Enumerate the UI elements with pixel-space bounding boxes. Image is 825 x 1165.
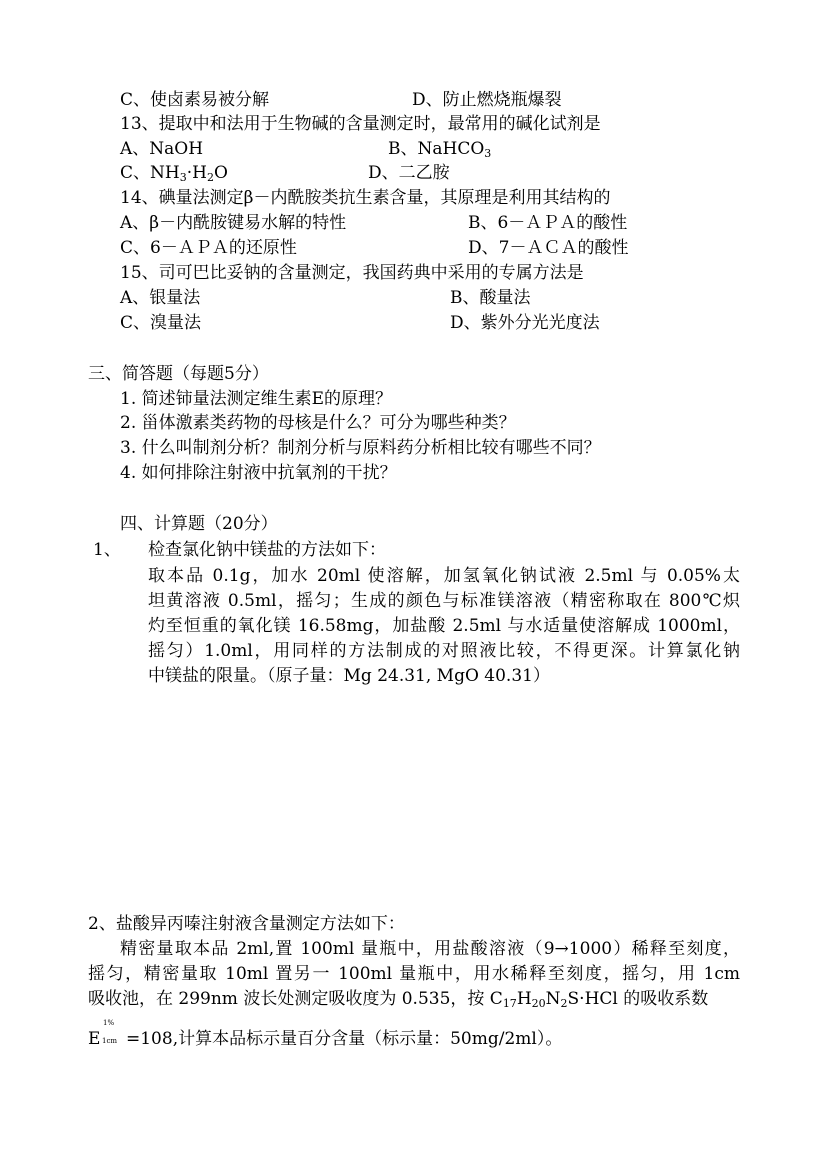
p1-number: 1、 xyxy=(93,540,121,560)
section3-item-4: 4. 如何排除注射液中抗氧剂的干扰？ xyxy=(120,463,397,483)
q12-option-d: D、防止燃烧瓶爆裂 xyxy=(412,90,562,110)
q14-option-c: C、6－ＡＰＡ的还原性 xyxy=(120,238,297,258)
q15-option-a: A、银量法 xyxy=(120,288,201,308)
p2-line-3-pre: 吸收池，在 299nm 波长处测定吸收度为 0.535，按 C xyxy=(88,989,503,1009)
q15-stem: 15、司可巴比妥钠的含量测定，我国药典中采用的专属方法是 xyxy=(120,263,584,283)
q15-option-c: C、溴量法 xyxy=(120,313,202,333)
p1-line-4: 摇匀）1.0ml，用同样的方法制成的对照液比较，不得更深。计算氯化钠 xyxy=(148,641,740,661)
absorptivity-E: E xyxy=(88,1029,101,1049)
q13-c-mid: ·H xyxy=(186,163,207,183)
p1-line-1: 取本品 0.1g，加水 20ml 使溶解，加氢氧化钠试液 2.5ml 与 0.05%太 xyxy=(148,566,740,586)
q13-option-b xyxy=(388,138,491,165)
p2-line-1: 精密量取本品 2ml,置 100ml 量瓶中，用盐酸溶液（9→1000）稀释至刻度， xyxy=(120,939,740,959)
q14-stem: 14、碘量法测定β－内酰胺类抗生素含量，其原理是利用其结构的 xyxy=(120,188,611,208)
q15-option-d: D、紫外分光光度法 xyxy=(450,313,600,333)
q13-c-post: O xyxy=(213,163,228,183)
p1-line-5: 中镁盐的限量。（原子量：Mg 24.31, MgO 40.31） xyxy=(148,666,550,686)
p1-heading: 检查氯化钠中镁盐的方法如下： xyxy=(148,540,386,560)
q13-option-d: D、二乙胺 xyxy=(368,163,450,183)
q13-option-c xyxy=(120,162,228,189)
formula-sub-20: 20 xyxy=(531,997,546,1010)
section4-title: 四、计算题（20分） xyxy=(120,514,278,534)
section3-item-2: 2. 甾体激素类药物的母核是什么？可分为哪些种类？ xyxy=(120,413,516,433)
q13-stem: 13、提取中和法用于生物碱的含量测定时，最常用的碱化试剂是 xyxy=(120,114,601,134)
formula-sub-2: 2 xyxy=(560,997,568,1010)
absorptivity-sub: 1cm xyxy=(102,1037,118,1045)
absorptivity-sup: 1% xyxy=(103,1019,115,1027)
formula-N: N xyxy=(545,989,561,1009)
p2-line-4: =108,计算本品标示量百分含量（标示量：50mg/2ml）。 xyxy=(126,1029,563,1049)
q13-option-a: A、NaOH xyxy=(120,139,204,159)
p2-line-2: 摇匀，精密量取 10ml 置另一 100ml 量瓶中，用水稀释至刻度，摇匀，用 1cm xyxy=(88,964,740,984)
section3-item-1: 1. 简述铈量法测定维生素E的原理？ xyxy=(120,389,393,409)
p2-line-3-post: S·HCl 的吸收系数 xyxy=(567,989,709,1009)
p1-line-3: 灼至恒重的氧化镁 16.58mg，加盐酸 2.5ml 与水适量使溶解成 1000ml， xyxy=(148,616,740,636)
q14-option-b: B、6－ＡＰＡ的酸性 xyxy=(468,213,628,233)
q12-option-c: C、使卤素易被分解 xyxy=(120,90,270,110)
formula-sub-17: 17 xyxy=(502,997,517,1010)
q13-c-pre: C、NH xyxy=(120,163,180,183)
q14-option-a: A、β－内酰胺键易水解的特性 xyxy=(120,213,347,233)
q14-option-d: D、7－ＡＣＡ的酸性 xyxy=(468,238,629,258)
section3-item-3: 3. 什么叫制剂分析？制剂分析与原料药分析相比较有哪些不同？ xyxy=(120,438,601,458)
q15-option-b: B、酸量法 xyxy=(450,288,531,308)
q13-option-b-subscript: 3 xyxy=(484,147,492,160)
p1-line-2: 坦黄溶液 0.5ml，摇匀；生成的颜色与标准镁溶液（精密称取在 800℃炽 xyxy=(148,591,740,611)
formula-H: H xyxy=(516,989,532,1009)
q13-c-sub2: 2 xyxy=(206,171,214,184)
q13-c-sub1: 3 xyxy=(179,171,187,184)
q13-option-b-text: B、NaHCO xyxy=(388,139,485,159)
section3-title: 三、简答题（每题5分） xyxy=(88,364,269,384)
p2-line-3 xyxy=(88,988,708,1015)
p2-heading: 2、盐酸异丙嗪注射液含量测定方法如下： xyxy=(88,914,405,934)
